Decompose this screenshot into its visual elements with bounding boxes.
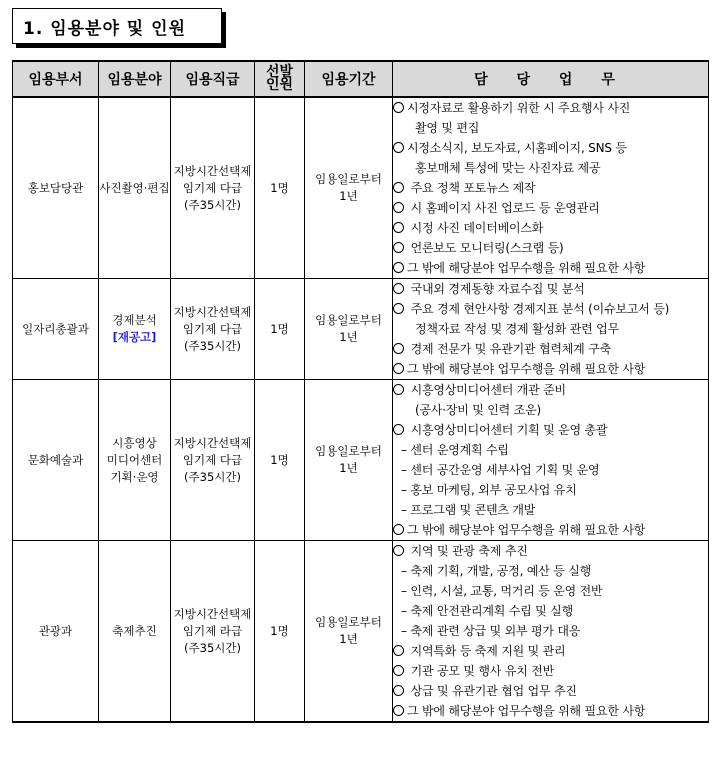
repost-badge: [재공고] (112, 330, 157, 344)
header-grade: 임용직급 (171, 61, 255, 97)
duty-item (393, 520, 708, 540)
grade-cell-line: (주35시간) (184, 469, 241, 484)
duty-item (393, 339, 708, 359)
period-cell-line: 1년 (339, 330, 358, 344)
grade-cell-line: 임기제 라급 (182, 623, 243, 638)
circle-bullet-icon (393, 283, 404, 294)
field-cell-line: 축제추진 (112, 623, 157, 638)
grade-cell-line: 임기제 다급 (182, 321, 243, 336)
duty-text: 언론보도 모니터링(스크랩 등) (407, 241, 564, 255)
period-cell (305, 97, 393, 279)
circle-bullet-icon (393, 222, 404, 233)
duty-text: – 센터 공간운영 세부사업 기획 및 운영 (401, 463, 600, 477)
field-cell-line: 사진촬영·편집 (99, 180, 170, 195)
grade-cell (171, 541, 255, 723)
duty-text: – 인력, 시설, 교통, 먹거리 등 운영 전반 (401, 584, 603, 598)
duty-text: – 축제 기획, 개발, 공정, 예산 등 실행 (401, 564, 592, 578)
grade-cell (171, 380, 255, 541)
circle-bullet-icon (393, 384, 404, 395)
dept-cell: 홍보담당관 (13, 97, 99, 279)
count-cell: 1명 (255, 380, 305, 541)
header-count (255, 61, 305, 97)
circle-bullet-icon (393, 645, 404, 656)
grade-cell-line: (주35시간) (184, 338, 241, 353)
period-cell (305, 279, 393, 380)
circle-bullet-icon (393, 202, 404, 213)
circle-bullet-icon (393, 705, 404, 716)
duty-text: 그 밖에 해당분야 업무수행을 위해 필요한 사항 (407, 362, 646, 376)
duty-text: 촬영 및 편집 (415, 121, 480, 135)
dept-cell: 관광과 (13, 541, 99, 723)
recruitment-table (12, 60, 709, 723)
header-count-top: 선발 (265, 64, 294, 80)
grade-cell (171, 97, 255, 279)
field-cell (99, 279, 171, 380)
grade-cell-line: 임기제 다급 (182, 452, 243, 467)
period-cell-line: 임용일로부터 (315, 313, 382, 327)
field-cell-line: 시흥영상 (112, 435, 157, 450)
duty-text: 그 밖에 해당분야 업무수행을 위해 필요한 사항 (407, 261, 646, 275)
duty-text: 시정 사진 데이터베이스화 (407, 221, 544, 235)
duty-item (393, 601, 708, 621)
header-duties: 담 당 업 무 (393, 61, 709, 97)
circle-bullet-icon (393, 102, 404, 113)
section-title: 1. 임용분야 및 인원 (12, 8, 222, 44)
duty-text: 정책자료 작성 및 경제 활성화 관련 업무 (415, 322, 619, 336)
duty-item (393, 541, 708, 561)
count-cell: 1명 (255, 97, 305, 279)
duty-item (393, 198, 708, 218)
duty-item (393, 158, 708, 178)
duty-item (393, 118, 708, 138)
grade-cell (171, 279, 255, 380)
duty-item (393, 500, 708, 520)
grade-cell-line: 지방시간선택제 (173, 606, 252, 621)
duty-item (393, 621, 708, 641)
circle-bullet-icon (393, 182, 404, 193)
duty-item (393, 218, 708, 238)
grade-cell-line: 지방시간선택제 (173, 435, 252, 450)
circle-bullet-icon (393, 242, 404, 253)
duty-item (393, 279, 708, 299)
grade-cell-line: (주35시간) (184, 640, 241, 655)
duty-item (393, 359, 708, 379)
duty-item (393, 641, 708, 661)
duties-cell (393, 541, 709, 723)
period-cell-line: 임용일로부터 (315, 444, 382, 458)
duty-item (393, 661, 708, 681)
duty-text: 홍보매체 특성에 맞는 사진자료 제공 (415, 161, 601, 175)
table-row (13, 380, 709, 541)
duty-item (393, 420, 708, 440)
circle-bullet-icon (393, 343, 404, 354)
duties-cell (393, 279, 709, 380)
count-cell: 1명 (255, 541, 305, 723)
header-field: 임용분야 (99, 61, 171, 97)
circle-bullet-icon (393, 262, 404, 273)
field-cell (99, 380, 171, 541)
duty-item (393, 138, 708, 158)
duty-item (393, 400, 708, 420)
circle-bullet-icon (393, 665, 404, 676)
duty-item (393, 380, 708, 400)
grade-cell-line: 지방시간선택제 (173, 304, 252, 319)
period-cell (305, 380, 393, 541)
duty-text: 시정자료로 활용하기 위한 시 주요행사 사진 (407, 101, 631, 115)
circle-bullet-icon (393, 545, 404, 556)
circle-bullet-icon (393, 303, 404, 314)
duty-text: – 축제 안전관리계획 수립 및 실행 (401, 604, 573, 618)
duty-text: 주요 경제 현안사항 경제지표 분석 (이슈보고서 등) (407, 302, 670, 316)
duty-item (393, 440, 708, 460)
circle-bullet-icon (393, 685, 404, 696)
duty-text: 지역 및 관광 축제 추진 (407, 544, 528, 558)
duty-item (393, 98, 708, 118)
table-row (13, 541, 709, 723)
duty-item (393, 701, 708, 721)
circle-bullet-icon (393, 363, 404, 374)
circle-bullet-icon (393, 424, 404, 435)
duty-item (393, 258, 708, 278)
duty-text: 그 밖에 해당분야 업무수행을 위해 필요한 사항 (407, 523, 646, 537)
duty-text: 시흥영상미디어센터 개관 준비 (407, 383, 566, 397)
table-row (13, 279, 709, 380)
field-cell (99, 97, 171, 279)
dept-cell: 일자리총괄과 (13, 279, 99, 380)
circle-bullet-icon (393, 142, 404, 153)
duty-text: 경제 전문가 및 유관기관 협력체계 구축 (407, 342, 611, 356)
duty-text: 기관 공모 및 행사 유치 전반 (407, 664, 554, 678)
duty-text: (공사·장비 및 인력 조운) (415, 403, 541, 417)
duty-item (393, 581, 708, 601)
field-cell-line: 경제분석 (112, 313, 157, 327)
duty-item (393, 681, 708, 701)
grade-cell-line: 지방시간선택제 (173, 163, 252, 178)
grade-cell-line: 임기제 다급 (182, 180, 243, 195)
duty-text: – 프로그램 및 콘텐츠 개발 (401, 503, 536, 517)
period-cell-line: 임용일로부터 (315, 172, 382, 186)
duty-item (393, 299, 708, 319)
duties-cell (393, 97, 709, 279)
field-cell (99, 541, 171, 723)
header-dept: 임용부서 (13, 61, 99, 97)
duty-text: 그 밖에 해당분야 업무수행을 위해 필요한 사항 (407, 704, 646, 718)
duty-item (393, 178, 708, 198)
duty-item (393, 480, 708, 500)
duty-text: 시 홈페이지 사진 업로드 등 운영관리 (407, 201, 600, 215)
table-header-row (13, 61, 709, 97)
duty-text: 주요 정책 포토뉴스 제작 (407, 181, 536, 195)
duty-text: 시흥영상미디어센터 기획 및 운영 총괄 (407, 423, 608, 437)
duties-cell (393, 380, 709, 541)
duty-item (393, 238, 708, 258)
duty-text: 국내외 경제동향 자료수집 및 분석 (407, 282, 585, 296)
duty-item (393, 561, 708, 581)
field-cell-line: 기획·운영 (110, 469, 159, 484)
duty-item (393, 460, 708, 480)
period-cell-line: 1년 (339, 632, 358, 646)
duty-item (393, 319, 708, 339)
duty-text: 지역특화 등 축제 지원 및 관리 (407, 644, 566, 658)
dept-cell: 문화예술과 (13, 380, 99, 541)
header-count-bottom: 인원 (265, 77, 294, 93)
period-cell-line: 1년 (339, 461, 358, 475)
duty-text: – 홍보 마케팅, 외부 공모사업 유치 (401, 483, 577, 497)
duty-text: – 축제 관련 상급 및 외부 평가 대응 (401, 624, 581, 638)
period-cell (305, 541, 393, 723)
count-cell: 1명 (255, 279, 305, 380)
table-row (13, 97, 709, 279)
duty-text: – 센터 운영계획 수립 (401, 443, 509, 457)
grade-cell-line: (주35시간) (184, 197, 241, 212)
field-cell-line: 미디어센터 (106, 452, 163, 467)
duty-text: 상급 및 유관기관 협업 업무 추진 (407, 684, 577, 698)
header-period: 임용기간 (305, 61, 393, 97)
duty-text: 시정소식지, 보도자료, 시홈페이지, SNS 등 (407, 141, 627, 155)
circle-bullet-icon (393, 524, 404, 535)
period-cell-line: 임용일로부터 (315, 615, 382, 629)
period-cell-line: 1년 (339, 189, 358, 203)
